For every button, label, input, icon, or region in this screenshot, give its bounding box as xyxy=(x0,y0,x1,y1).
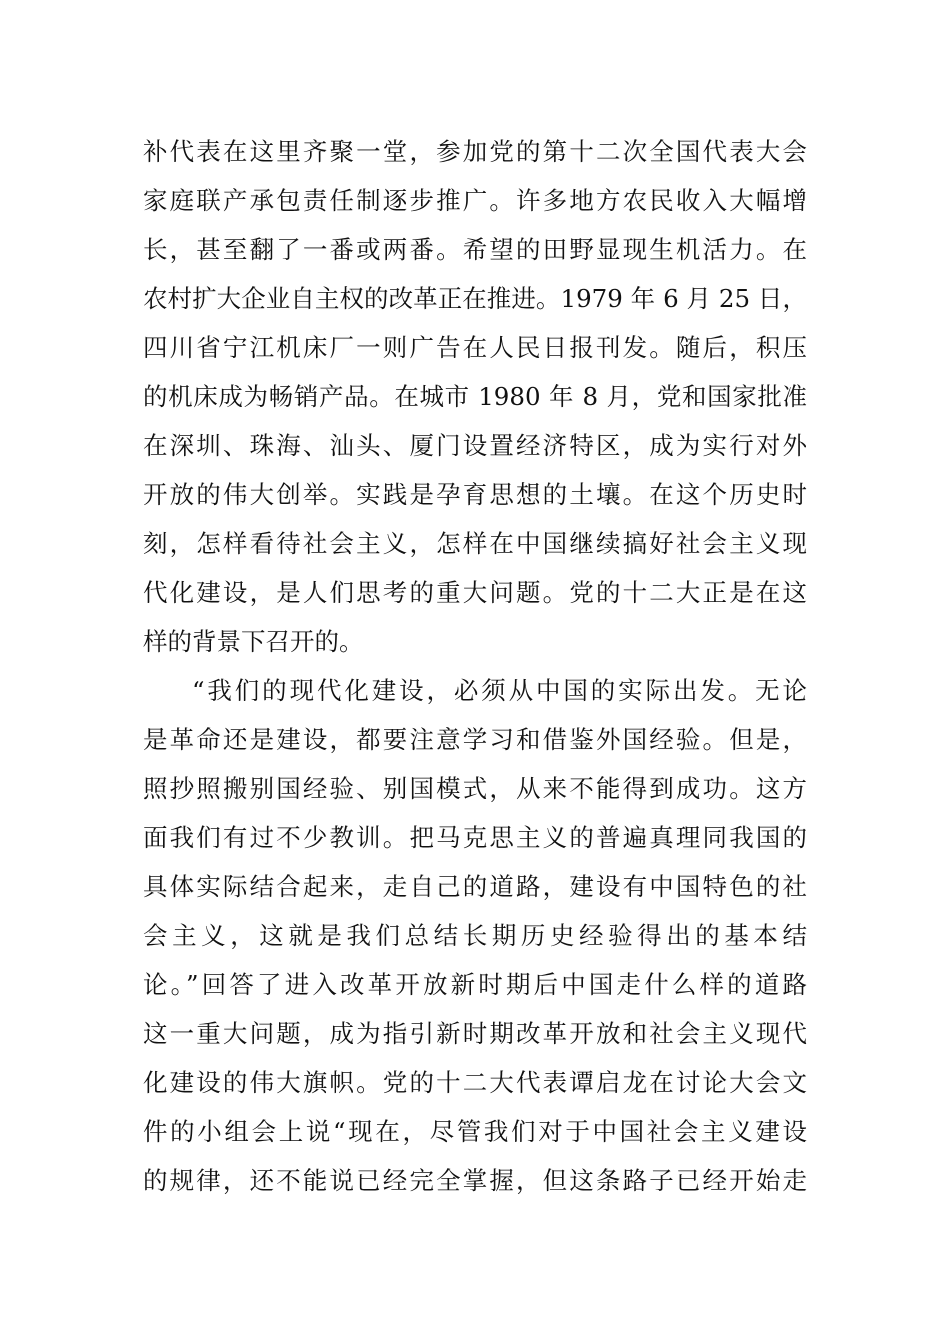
text-line: “我们的现代化建设，必须从中国的实际出发。无论 xyxy=(192,676,807,705)
paragraph-1 xyxy=(143,127,807,666)
text-line: 化建设的伟大旗帜。党的十二大代表谭启龙在讨论大会文 xyxy=(143,1068,807,1097)
text-line: 件的小组会上说“现在，尽管我们对于中国社会主义建设 xyxy=(143,1117,807,1146)
text-line: 在深圳、珠海、汕头、厦门设置经济特区，成为实行对外 xyxy=(143,431,807,460)
text-line: 家庭联产承包责任制逐步推广。许多地方农民收入大幅增 xyxy=(143,186,807,215)
text-line: 样的背景下召开的。 xyxy=(143,627,364,656)
text-line: 四川省宁江机床厂一则广告在人民日报刊发。随后，积压 xyxy=(143,333,807,362)
text-line: 是革命还是建设，都要注意学习和借鉴外国经验。但是， xyxy=(143,725,807,754)
text-line: 面我们有过不少教训。把马克思主义的普遍真理同我国的 xyxy=(143,823,807,852)
text-line: 具体实际结合起来，走自己的道路，建设有中国特色的社 xyxy=(143,872,807,901)
text-line: 的机床成为畅销产品。在城市 1980 年 8 月，党和国家批准 xyxy=(143,382,807,411)
text-line: 论。”回答了进入改革开放新时期后中国走什么样的道路 xyxy=(143,970,807,999)
body-text xyxy=(143,127,807,1205)
paragraph-2 xyxy=(143,666,807,1205)
text-line: 刻，怎样看待社会主义，怎样在中国继续搞好社会主义现 xyxy=(143,529,807,558)
text-line: 的规律，还不能说已经完全掌握，但这条路子已经开始走 xyxy=(143,1166,807,1195)
text-line: 会主义，这就是我们总结长期历史经验得出的基本结 xyxy=(143,921,807,950)
text-line: 农村扩大企业自主权的改革正在推进。1979 年 6 月 25 日， xyxy=(143,284,807,313)
text-line: 这一重大问题，成为指引新时期改革开放和社会主义现代 xyxy=(143,1019,807,1048)
text-line: 代化建设，是人们思考的重大问题。党的十二大正是在这 xyxy=(143,578,807,607)
text-line: 长，甚至翻了一番或两番。希望的田野显现生机活力。在 xyxy=(143,235,807,264)
text-line: 照抄照搬别国经验、别国模式，从来不能得到成功。这方 xyxy=(143,774,807,803)
text-line: 开放的伟大创举。实践是孕育思想的土壤。在这个历史时 xyxy=(143,480,807,509)
text-line: 补代表在这里齐聚一堂，参加党的第十二次全国代表大会 xyxy=(143,137,807,166)
